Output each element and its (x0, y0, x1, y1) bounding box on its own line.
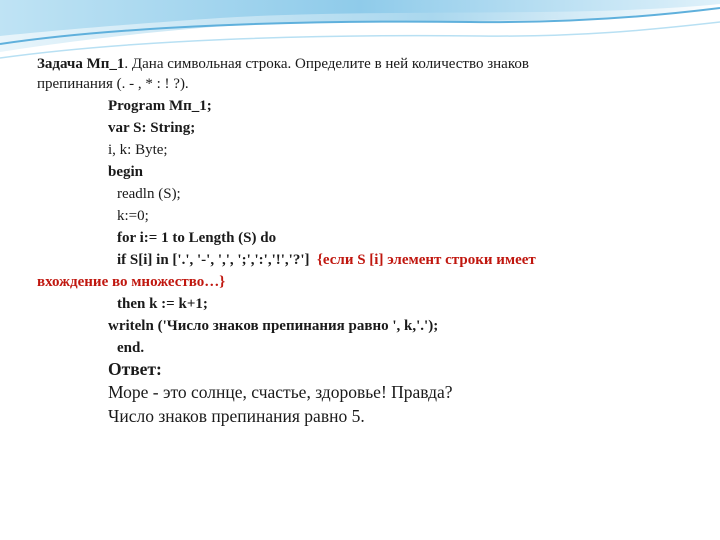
code-then: then k := k+1; (117, 296, 208, 312)
code-decl: i, k: Byte; (108, 142, 168, 158)
answer-line-2: Число знаков препинания равно 5. (108, 406, 365, 426)
writeln-text: writeln ('Число знаков препинания равно ', k,'.'); (108, 318, 439, 334)
task-text: . Дана символьная строка. Определите в ней количество знаков (124, 56, 529, 72)
code-readln: readln (S); (117, 186, 181, 202)
task-label: Задача Мп_1 (37, 56, 125, 72)
answer-label: Ответ: (108, 359, 162, 379)
code-comment-2: вхождение во множество…} (37, 274, 226, 290)
code-begin: begin (108, 164, 144, 180)
code-for: for i:= 1 to Length (S) do (117, 230, 277, 246)
answer-line-1: Море - это солнце, счастье, здоровье! Правда? (108, 382, 453, 402)
code-writeln (108, 316, 438, 336)
task-line-1 (37, 54, 529, 74)
code-program: Program Mп_1; (108, 98, 212, 114)
task-line-2: препинания (. - , * : ! ?). (37, 76, 189, 92)
code-var: var S: String; (108, 120, 196, 136)
code-if-line (117, 250, 536, 270)
code-comment-1: {если S [i] элемент строки имеет (317, 252, 536, 268)
code-end: end. (117, 340, 145, 356)
code-init: k:=0; (117, 208, 149, 224)
code-if: if S[i] in ['.', '-', ',', ';',':','!','?'] (117, 252, 310, 268)
